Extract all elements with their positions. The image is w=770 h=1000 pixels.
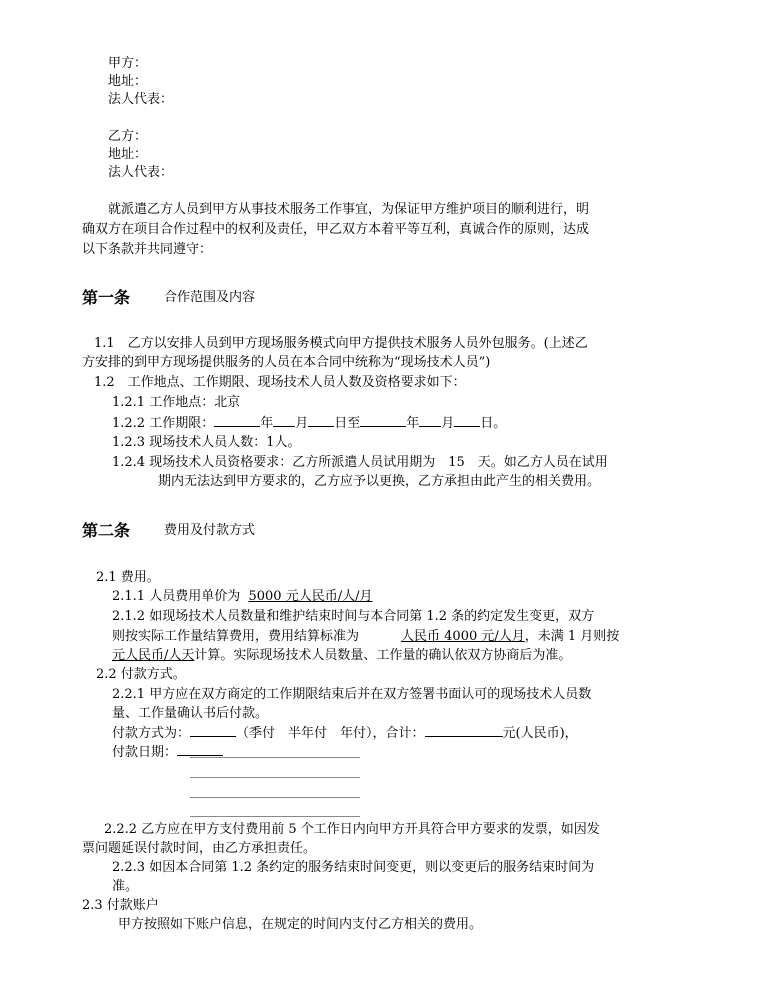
clause-2-2-3-line: 2.2.3 如因本合同第 1.2 条约定的服务结束时间变更，则以变更后的服务结束时间为 [112,860,595,875]
payment-date: 付款日期： [112,742,223,763]
party-a-rep: 法人代表： [108,92,174,107]
article-1-title: 合作范围及内容 [164,290,256,305]
clause-1-1-line: 方安排的到甲方现场提供服务的人员在本合同中统称为“现场技术人员”) [82,355,491,370]
party-b-rep: 法人代表： [108,165,174,180]
clause-1-2-3: 1.2.3 现场技术人员人数：1人。 [112,435,301,450]
blank-field [308,413,334,427]
party-a-label: 甲方： [108,56,148,71]
clause-1-2-2: 1.2.2 工作期限： 年 月 日至 年 月 日。 [112,413,506,434]
clause-2-2: 2.2 付款方式。 [96,667,186,682]
payment-date-line [190,797,360,798]
preamble-line: 以下条款并共同遵守： [82,242,213,257]
clause-2-3-text: 甲方按照如下账户信息，在规定的时间内支付乙方相关的费用。 [118,917,483,932]
rate-month-value: 人民币 4000 元/人月 [401,629,525,644]
clause-2-3: 2.3 付款账户 [82,898,159,913]
clause-1-2: 1.2 工作地点、工作期限、现场技术人员人数及资格要求如下： [94,375,466,390]
party-b-address: 地址： [108,147,148,162]
preamble-line: 确双方在项目合作过程中的权利及责任，甲乙双方本着平等互利，真诚合作的原则，达成 [82,222,590,237]
article-2-number: 第二条 [82,521,131,540]
clause-2-2-2-line: 2.2.2 乙方应在甲方支付费用前 5 个工作日内向甲方开具符合甲方要求的发票，如因发 [104,822,600,837]
clause-2-1-1: 2.1.1 人员费用单价为 5000 元人民币/人/月 [112,589,373,604]
article-2-title: 费用及付款方式 [164,523,256,538]
payment-date-line [190,757,360,758]
clause-1-2-1: 1.2.1 工作地点：北京 [112,395,241,410]
blank-field [273,413,295,427]
party-b-label: 乙方： [108,129,148,144]
clause-2-2-3-line: 准。 [112,879,139,894]
clause-2-2-2-line: 票问题延误付款时间，由乙方承担责任。 [82,841,317,856]
clause-1-2-4-line: 期内无法达到甲方要求的，乙方应予以更换，乙方承担由此产生的相关费用。 [158,474,601,489]
party-a-address: 地址： [108,74,148,89]
clause-2-1-2-line: 则按实际工作量结算费用，费用结算标准为 人民币 4000 元/人月，未满 1 月则按 [112,629,620,644]
blank-field [214,413,260,427]
payment-date-line [190,777,360,778]
clause-2-1: 2.1 费用。 [96,570,160,585]
rate-day-value: 元人民币/人天 [112,648,195,663]
payment-method-blank [190,723,236,737]
clause-1-2-4-line: 1.2.4 现场技术人员资格要求：乙方所派遣人员试用期为 15 天。如乙方人员在试用 [112,455,608,470]
preamble-line: 就派遣乙方人员到甲方从事技术服务工作事宜，为保证甲方维护项目的顺利进行，明 [108,202,590,217]
clause-2-1-2-line: 2.1.2 如现场技术人员数量和维护结束时间与本合同第 1.2 条的约定发生变更，双方 [112,609,595,624]
clause-1-1-line: 1.1 乙方以安排人员到甲方现场服务模式向甲方提供技术服务人员外包服务。(上述乙 [94,336,588,351]
clause-2-1-2-line: 元人民币/人天计算。实际现场技术人员数量、工作量的确认依双方协商后为准。 [112,648,572,663]
blank-field [360,413,406,427]
unit-price-value: 5000 元人民币/人/月 [248,589,373,604]
clause-2-2-1-line: 量、工作量确认书后付款。 [112,706,269,721]
payment-method: 付款方式为： （季付 半年付 年付），合计： 元(人民币)， [112,723,578,744]
payment-total-blank [425,723,503,737]
blank-field [419,413,441,427]
payment-date-blank [177,742,223,756]
blank-field [454,413,480,427]
clause-2-2-1-line: 2.2.1 甲方应在双方商定的工作期限结束后并在双方签署书面认可的现场技术人员数 [112,687,592,702]
payment-date-line [190,816,360,817]
article-1-number: 第一条 [82,288,131,307]
